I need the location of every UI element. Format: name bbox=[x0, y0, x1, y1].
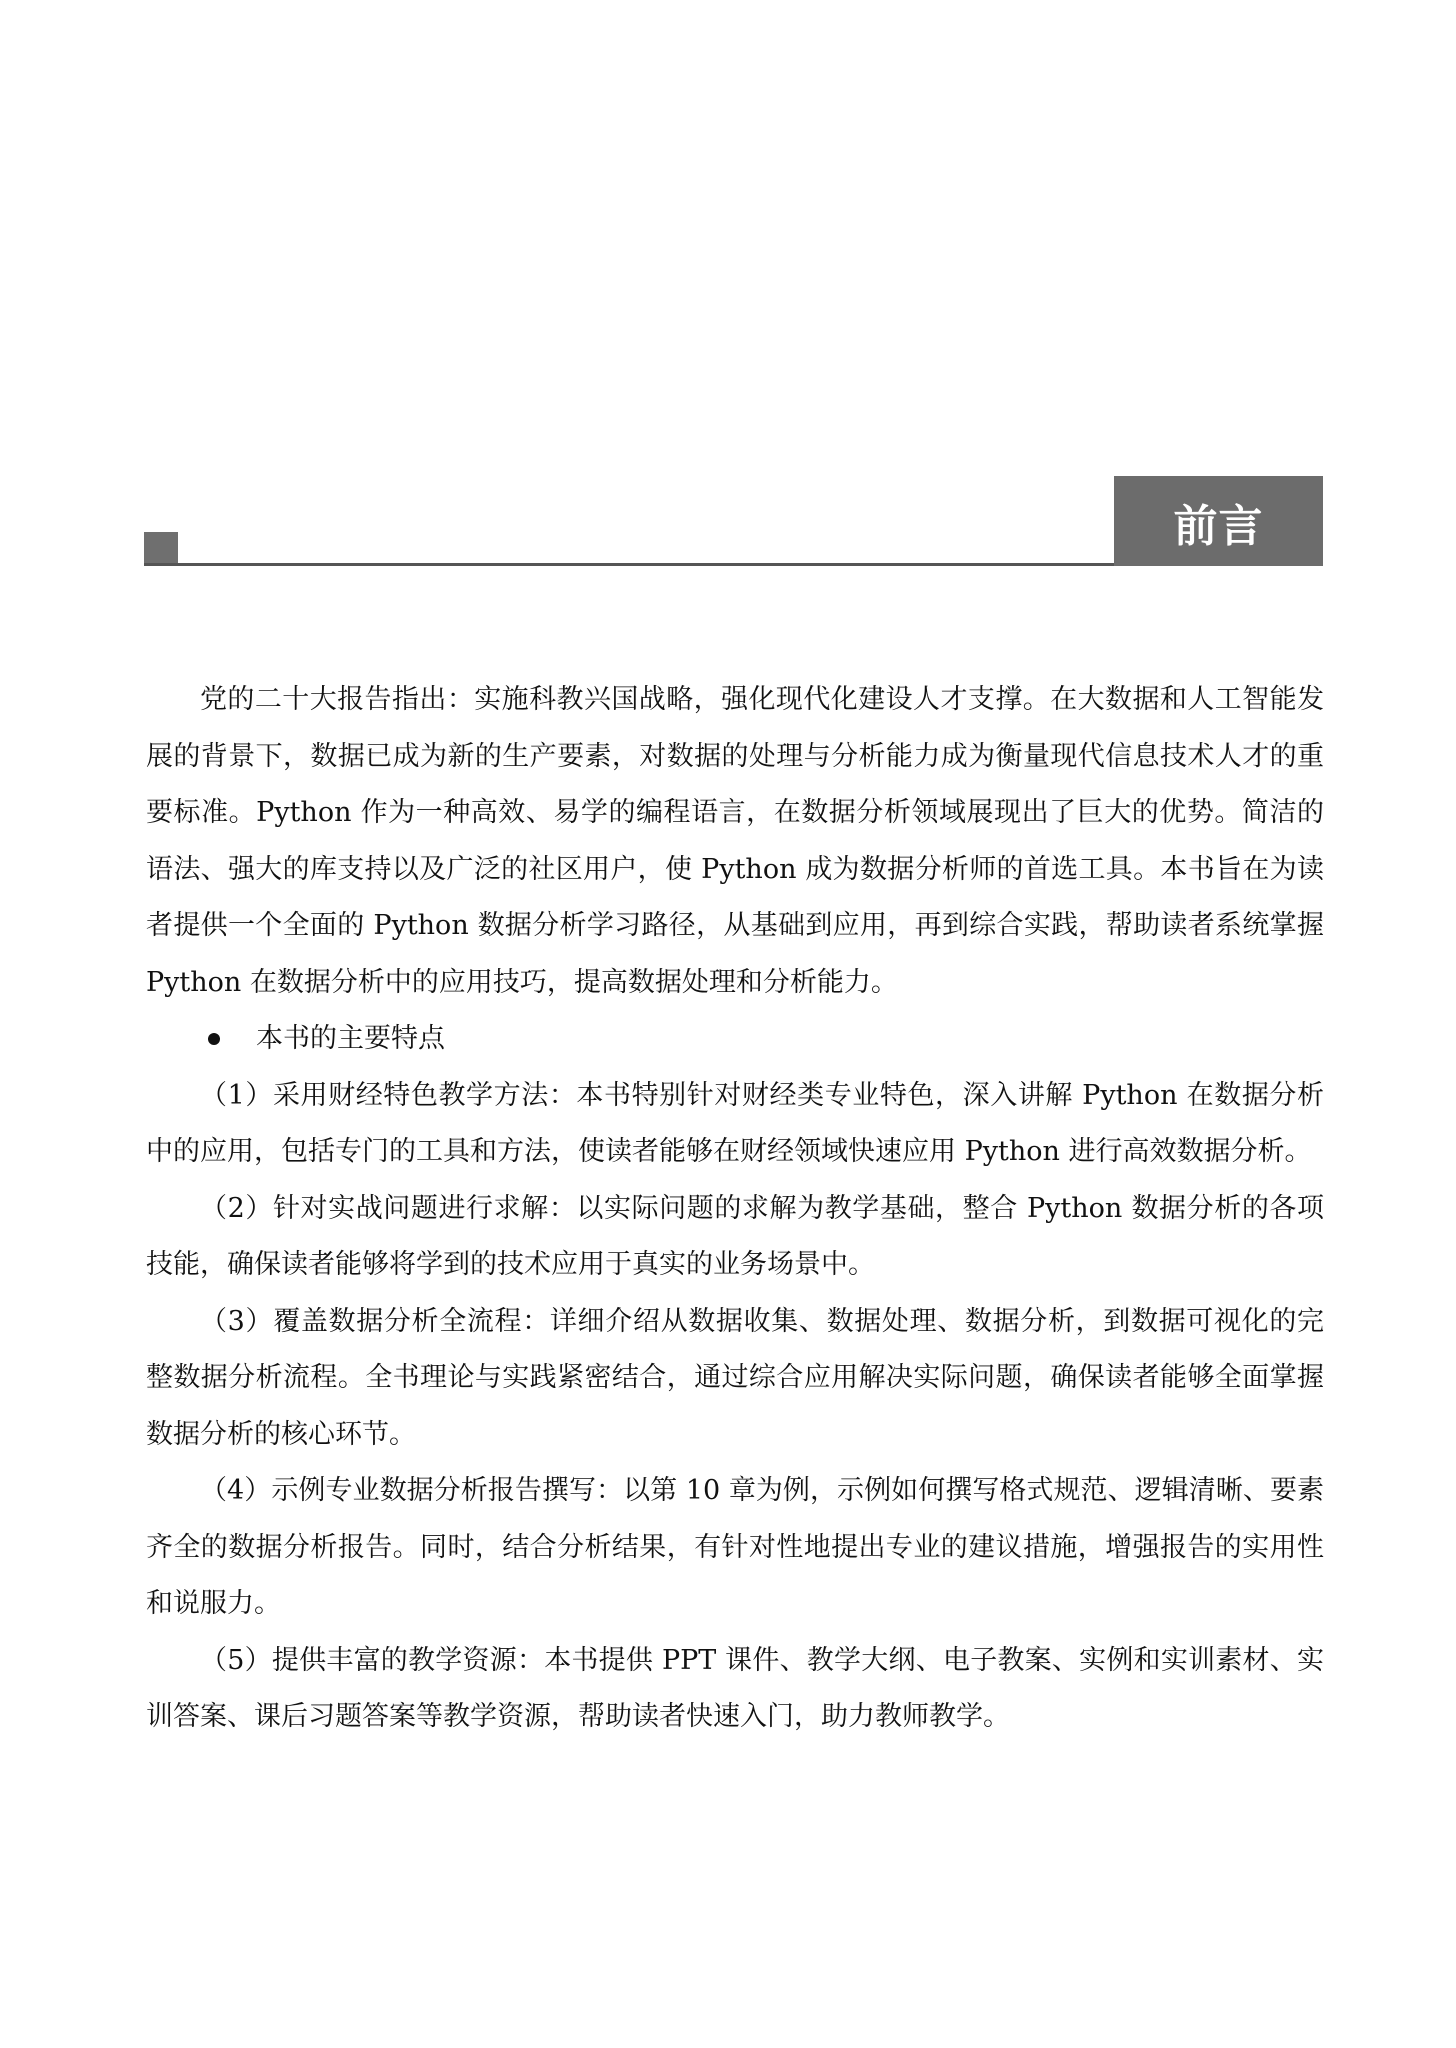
feature-paragraph-2: （2）针对实战问题进行求解：以实际问题的求解为教学基础，整合 Python 数据分析的各项技能，确保读者能够将学到的技术应用于真实的业务场景中。 bbox=[146, 1192, 1324, 1280]
feature-paragraph-3: （3）覆盖数据分析全流程：详细介绍从数据收集、数据处理、数据分析，到数据可视化的完整数据分析流程。全书理论与实践紧密结合，通过综合应用解决实际问题，确保读者能够全面掌握数据分析的核心环节。 bbox=[146, 1305, 1324, 1450]
preface-body bbox=[146, 672, 1324, 1746]
feature-paragraph-4: （4）示例专业数据分析报告撰写：以第 10 章为例，示例如何撰写格式规范、逻辑清晰、要素齐全的数据分析报告。同时，结合分析结果，有针对性地提出专业的建议措施，增强报告的实用性和说服力。 bbox=[146, 1475, 1324, 1619]
features-heading-text: 本书的主要特点 bbox=[256, 1023, 445, 1054]
features-heading bbox=[146, 1011, 1324, 1068]
feature-paragraph-1: （1）采用财经特色教学方法：本书特别针对财经类专业特色，深入讲解 Python 在数据分析中的应用，包括专门的工具和方法，使读者能够在财经领域快速应用 Python 进行高效数据分析。 bbox=[146, 1079, 1324, 1167]
page-title: 前言 bbox=[1114, 476, 1323, 566]
bullet-icon bbox=[208, 1033, 220, 1045]
header-square-marker bbox=[144, 532, 178, 566]
feature-paragraph-5: （5）提供丰富的教学资源：本书提供 PPT 课件、教学大纲、电子教案、实例和实训素材、实训答案、课后习题答案等教学资源，帮助读者快速入门，助力教师教学。 bbox=[146, 1644, 1324, 1732]
intro-paragraph: 党的二十大报告指出：实施科教兴国战略，强化现代化建设人才支撑。在大数据和人工智能发展的背景下，数据已成为新的生产要素，对数据的处理与分析能力成为衡量现代信息技术人才的重要标准。Python 作为一种高效、易学的编程语言，在数据分析领域展现出了巨大的优势。简洁的语法、强大的库支持以及广泛的社区用户，使 Python 成为数据分析师的首选工具。本书旨在为读者提供一个全面的 Python 数据分析学习路径，从基础到应用，再到综合实践，帮助读者系统掌握 Python 在数据分析中的应用技巧，提高数据处理和分析能力。 bbox=[146, 684, 1324, 998]
